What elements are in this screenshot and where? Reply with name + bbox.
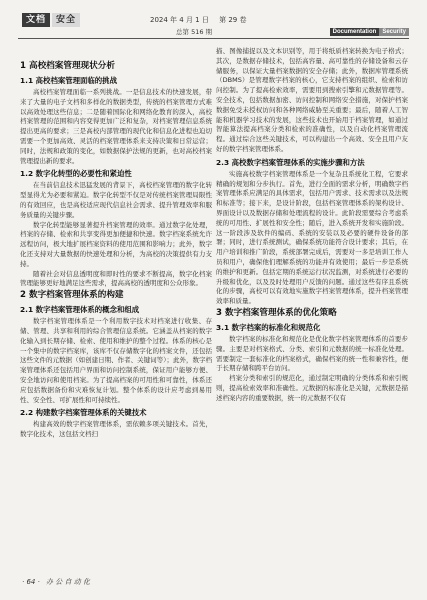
subsection-heading: 2.1 数字档案管理体系的概念和组成 [20, 305, 140, 315]
header-date-line [150, 15, 254, 25]
header-volume: 第 29 卷 [219, 16, 247, 24]
section-tag-documentation: Documentation [330, 28, 380, 36]
brand-text: 安全 [52, 13, 80, 27]
journal-brand [22, 13, 80, 27]
paragraph: 高校档案管理面临一系列挑战。一是信息技术的快速发展，带来了大量的电子文档和多样化的数据类型，传统的档案管理方式难以高效处理这些信息；二是随着国际化和网络化教育的深入，高校档案管理的范围和内容变得更加广泛和复杂，对档案管理信息系统提出更高的要求；三是高校内部管理的现代化和信息化进程也迫切需要一个更加高效、灵活的档案管理体系来支持决策和日常运营；同时，法规和政策的变化，如数据保护法规的更新，也对高校档案管理提出新的要求。 [20, 88, 212, 165]
page-footer [22, 577, 94, 587]
paragraph: 数字档案的标准化和规范化是优化数字档案管理体系的首要步骤。主要是对档案格式、分类、索引和元数据的统一标准化处理。需要制定一套标准化的档案格式，确保档案的统一性和兼容性，便于长期存储和跨平台访问。 [216, 334, 408, 373]
journal-name: 办 公 自 动 化 [46, 578, 90, 586]
subsection-heading: 1.2 数字化转型的必要性和紧迫性 [20, 169, 132, 179]
section-heading: 2 数字档案管理体系的构建 [20, 290, 124, 301]
paragraph: 随着社会对信息透明度和即时性的要求不断提高，数字化档案管理能够更好地满足这些需求，提高高校的透明度和公众形象。 [20, 269, 212, 288]
header-date: 2024 年 4 月 1 日 [150, 16, 209, 24]
section-heading: 1 高校档案管理现状分析 [20, 61, 115, 71]
section-tag-security: Security [379, 28, 409, 36]
header-rule [18, 38, 409, 39]
subsection-heading: 2.2 构建数字档案管理体系的关键技术 [20, 408, 147, 418]
paragraph: 档案分类和索引的规范化，通过制定明确的分类体系和索引规则，提高检索效率和准确性。元数据的标准化是关键，元数据是描述档案内容的重要数据，统一的元数据不仅有 [216, 374, 408, 402]
paragraph: 数字化转型能够显著提升档案管理的效率。通过数字化处理，档案的存储、检索和共享变得更加便捷和快速。数字档案系统允许远程访问，极大地扩展档案资料的使用范围和影响力；此外，数字化还支持对大量数据的快速处理和分析，为高校的决策提供有力支持。 [20, 220, 212, 268]
section-tag [330, 28, 409, 36]
subsection-heading: 3.1 数字档案的标准化和规范化 [216, 322, 321, 332]
left-column [20, 60, 212, 440]
section-heading: 3 数字档案管理体系的优化策略 [216, 307, 337, 318]
page-number: · 64 · [22, 578, 40, 586]
paragraph: 实施高校数字档案管理体系是一个复杂且系统化工程，它要求精确的规划和分步执行。首先，进行全面的需求分析，明确数字档案管理体系应满足的具体需求，包括用户需求、技术需求以及法规和标准等；接下来，是设计阶段，包括档案管理体系的架构设计、界面设计以及数据存储和处理流程的设计。此阶段需要综合考虑系统的可用性、扩展性和安全性；随后，进入系统开发和实施阶段。这一阶段涉及软件的编码、系统的安装以及必要的硬件设备的部署；同时，进行系统测试，确保系统功能符合设计要求；其后，在用户培训和推广阶段，系统部署完成后，需要对一多是培训工作人员和用户，确保他们理解系统的功能并有效使用；最后一步是系统的维护和更新。包括定期的系统运行状况监测，对系统进行必要的升级和优化，以及及时处理用户反馈的问题。通过这些有序且系统化的步骤，高校可以有效地实施数字档案管理体系，提升档案管理效率和质量。 [216, 169, 408, 306]
paragraph: 构建高效的数字档案管理体系，需依赖多项关键技术。首先，数字化技术，这包括文档扫 [20, 420, 212, 439]
subsection-heading: 1.1 高校档案管理面临的挑战 [20, 76, 117, 85]
brand-box: 文档 [22, 13, 50, 27]
paragraph: 数字档案管理体系是一个利用数字技术对档案进行收集、存储、管理、共享和利用的综合管理信息系统。它涵盖从档案的数字化输入到长期存储、检索、使用和维护的整个过程。体系的核心是一个集中的数字档案库，该库不仅存储数字化的档案文件，还包括这些文件的元数据（如创建日期、作者、关键词等）；此外，数字档案管理体系还包括用户界面和访问控制系统，保证用户能够方便、安全地访问和使用档案。为了提高档案的可用性和可靠性，体系还应包括数据备份和灾难恢复计划。整个体系的设计应考虑到易用性、安全性、可扩展性和可持续性。 [20, 317, 212, 404]
subsection-heading: 2.3 高校数字档案管理体系的实施步骤和方法 [216, 157, 365, 167]
right-column [216, 47, 408, 404]
header-issue: 总第 516 期 [176, 28, 213, 36]
paragraph: 在当前信息技术迅猛发展的背景下，高校档案管理的数字化转型显得尤为必要和紧迫。数字化转型不仅是对传统档案管理局限性的有效回应，也是高校适应现代信息社会需求、提升管理效率和服务质量的关键步骤。 [20, 181, 212, 219]
paragraph: 描、图像捕捉以及文本识别等，用于将纸质档案转换为电子格式；其次，是数据存储技术，包括高容量、高可靠性的存储设备和云存储服务，以保证大量档案数据的安全存储；此外，数据库管理系统（DBMS）是管理数字档案的核心，它支持档案的组织、检索和访问控制。为了提高检索效率，需要用到搜索引擎和元数据管理等。安全技术，包括数据加密、访问控制和网络安全措施，对保护档案数据免受未授权访问和各种网络威胁至关重要；最后，随着人工智能和机器学习技术的发展，这些技术也开始用于档案管理，如通过智能算法提高档案分类和检索的准确性，以及自动化档案管理流程。通过综合这些关键技术，可以构建出一个高效、安全且用户友好的数字档案管理体系。 [216, 47, 408, 153]
